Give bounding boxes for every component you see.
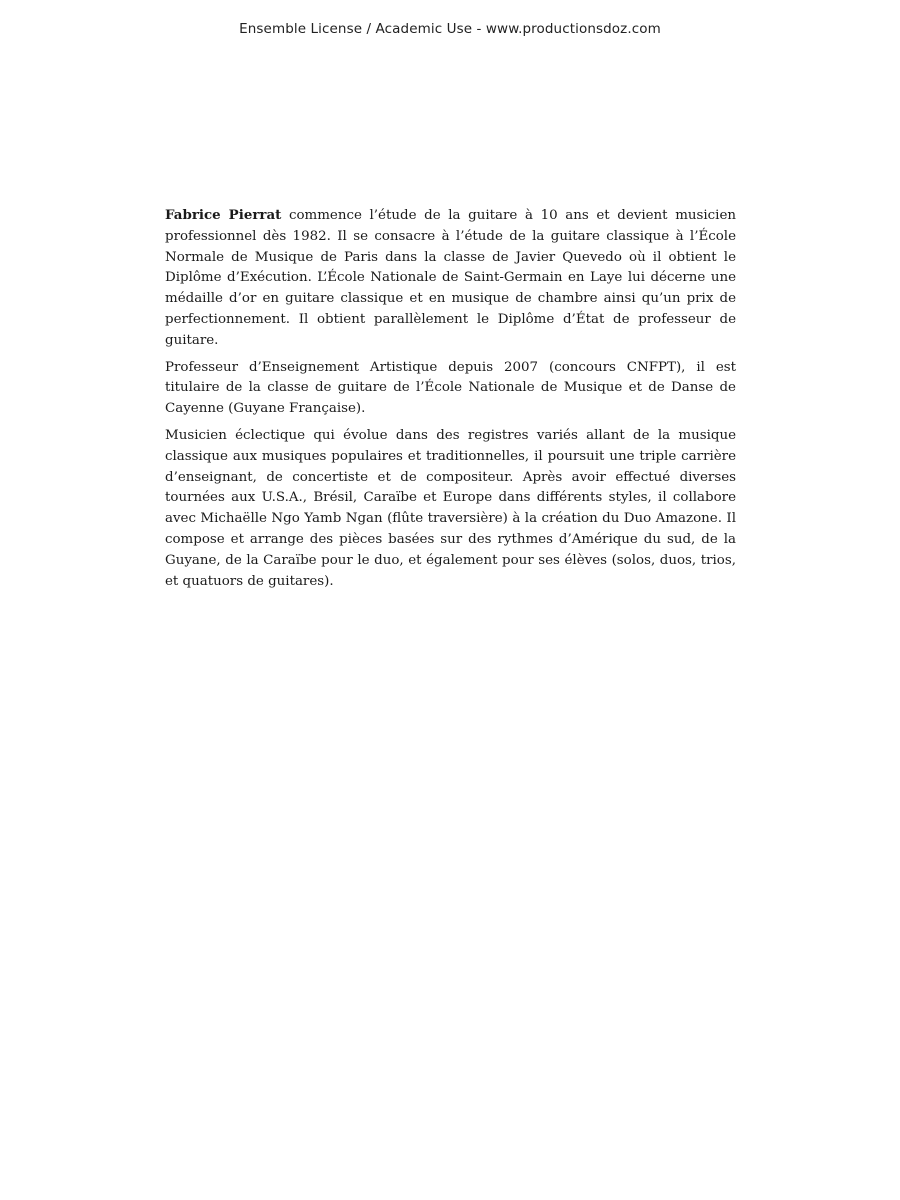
bio-paragraph-1-text: commence l’étude de la guitare à 10 ans et devient musicien professionnel dès 1982. Il se consacre à l’étude de la guitare classique à l’École Normale de Musique de Paris dans la classe de Javier Quevedo où il obtient le Diplôme d’Exécution. L’École Nationale de Saint-Germain en Laye lui décerne une médaille d’or en guitare classique et en musique de chambre ainsi qu’un prix de perfectionnement. Il obtient parallèlement le Diplôme d’État de professeur de guitare.	[165, 208, 737, 348]
musician-name: Fabrice Pierrat	[165, 207, 282, 223]
bio-paragraph-2: Professeur d’Enseignement Artistique depuis 2007 (concours CNFPT), il est titulaire de la classe de guitare de l’École Nationale de Musique et de Danse de Cayenne (Guyane Française).	[165, 359, 736, 417]
biography	[165, 205, 736, 598]
bio-paragraph-1	[165, 205, 736, 352]
license-header: Ensemble License / Academic Use - www.productionsdoz.com	[239, 21, 661, 37]
bio-paragraph-3: Musicien éclectique qui évolue dans des registres variés allant de la musique classique aux musiques populaires et traditionnelles, il poursuit une triple carrière d’enseignant, de concertiste et de compositeur. Après avoir effectué diverses tournées aux U.S.A., Brésil, Caraïbe et Europe dans différents styles, il collabore avec Michaëlle Ngo Yamb Ngan (flûte traversière) à la création du Duo Amazone. Il compose et arrange des pièces basées sur des rythmes d’Amérique du sud, de la Guyane, de la Caraïbe pour le duo, et également pour ses élèves (solos, duos, trios, et quatuors de guitares).	[165, 427, 736, 589]
